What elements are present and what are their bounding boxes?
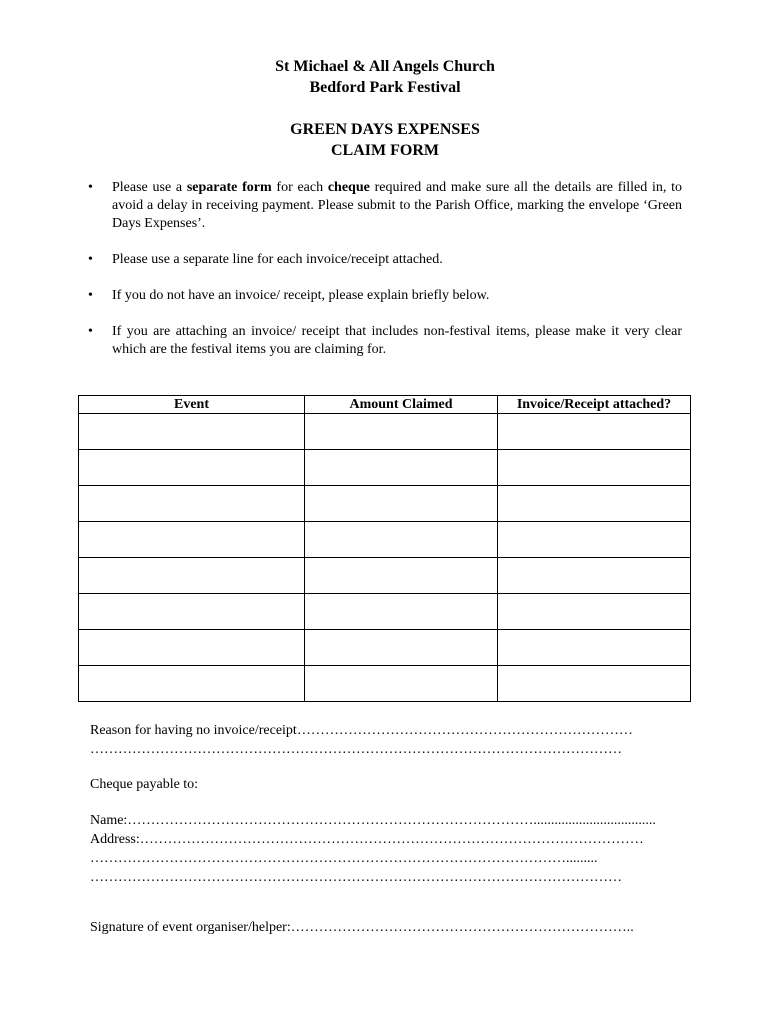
instruction-item: • Please use a separate line for each invoice/receipt attached. — [88, 252, 443, 267]
amount-column-header: Amount Claimed — [305, 396, 498, 414]
expenses-table — [78, 395, 691, 702]
amount-cell[interactable] — [305, 558, 498, 594]
event-cell[interactable] — [79, 450, 305, 486]
table-header-row — [79, 396, 691, 414]
invoice-cell[interactable] — [498, 450, 691, 486]
invoice-column-header: Invoice/Receipt attached? — [498, 396, 691, 414]
invoice-cell[interactable] — [498, 522, 691, 558]
invoice-cell[interactable] — [498, 414, 691, 450]
reason-field[interactable]: Reason for having no invoice/receipt……………………………………………………………… — [90, 723, 633, 738]
invoice-cell[interactable] — [498, 666, 691, 702]
event-column-header: Event — [79, 396, 305, 414]
event-cell[interactable] — [79, 558, 305, 594]
address-field[interactable]: Address:……………………………………………………………………………………………… — [90, 832, 644, 847]
amount-cell[interactable] — [305, 486, 498, 522]
event-cell[interactable] — [79, 486, 305, 522]
reason-field-continued[interactable]: …………………………………………………………………………………………………… — [90, 742, 622, 757]
amount-cell[interactable] — [305, 522, 498, 558]
table-row — [79, 486, 691, 522]
event-cell[interactable] — [79, 522, 305, 558]
event-cell[interactable] — [79, 594, 305, 630]
address-field-continued[interactable]: …………………………………………………………………………………………………… — [90, 870, 622, 885]
form-title: GREEN DAYS EXPENSES — [290, 121, 480, 138]
table-row — [79, 414, 691, 450]
separate-form-emphasis: separate form — [186, 180, 272, 195]
address-field-continued[interactable]: …………………………………………………………………………………………......... — [90, 851, 598, 866]
invoice-cell[interactable] — [498, 630, 691, 666]
cheque-payable-label: Cheque payable to: — [90, 777, 199, 792]
amount-cell[interactable] — [305, 666, 498, 702]
signature-field[interactable]: Signature of event organiser/helper:……………………………………………………………….. — [90, 920, 634, 935]
instruction-item: • Please use a separate form for each cheque required and make sure all the details are filled in, to avoid a delay in receiving payment. Please submit to the Parish Office, marking the envelope ‘Green Days Expenses’. — [88, 180, 682, 231]
table-row — [79, 594, 691, 630]
name-field[interactable]: Name:……………………………………………………………………………................................... — [90, 813, 656, 828]
bullet-icon: • — [88, 252, 93, 267]
event-cell[interactable] — [79, 630, 305, 666]
invoice-cell[interactable] — [498, 558, 691, 594]
amount-cell[interactable] — [305, 630, 498, 666]
instruction-list — [88, 179, 682, 377]
table-row — [79, 450, 691, 486]
table-row — [79, 666, 691, 702]
table-row — [79, 630, 691, 666]
festival-name: Bedford Park Festival — [309, 79, 461, 96]
event-cell[interactable] — [79, 666, 305, 702]
instruction-item: • If you do not have an invoice/ receipt, please explain briefly below. — [88, 288, 490, 303]
table-row — [79, 558, 691, 594]
event-cell[interactable] — [79, 414, 305, 450]
invoice-cell[interactable] — [498, 486, 691, 522]
instruction-item: • If you are attaching an invoice/ receipt that includes non-festival items, please make it very clear which are the festival items you are claiming for. — [88, 324, 682, 357]
amount-cell[interactable] — [305, 414, 498, 450]
table-row — [79, 522, 691, 558]
bullet-icon: • — [88, 324, 93, 339]
bullet-icon: • — [88, 180, 93, 195]
amount-cell[interactable] — [305, 450, 498, 486]
bullet-icon: • — [88, 288, 93, 303]
form-subtitle: CLAIM FORM — [331, 142, 439, 159]
cheque-emphasis: cheque — [327, 180, 370, 195]
church-name: St Michael & All Angels Church — [275, 58, 495, 75]
amount-cell[interactable] — [305, 594, 498, 630]
invoice-cell[interactable] — [498, 594, 691, 630]
